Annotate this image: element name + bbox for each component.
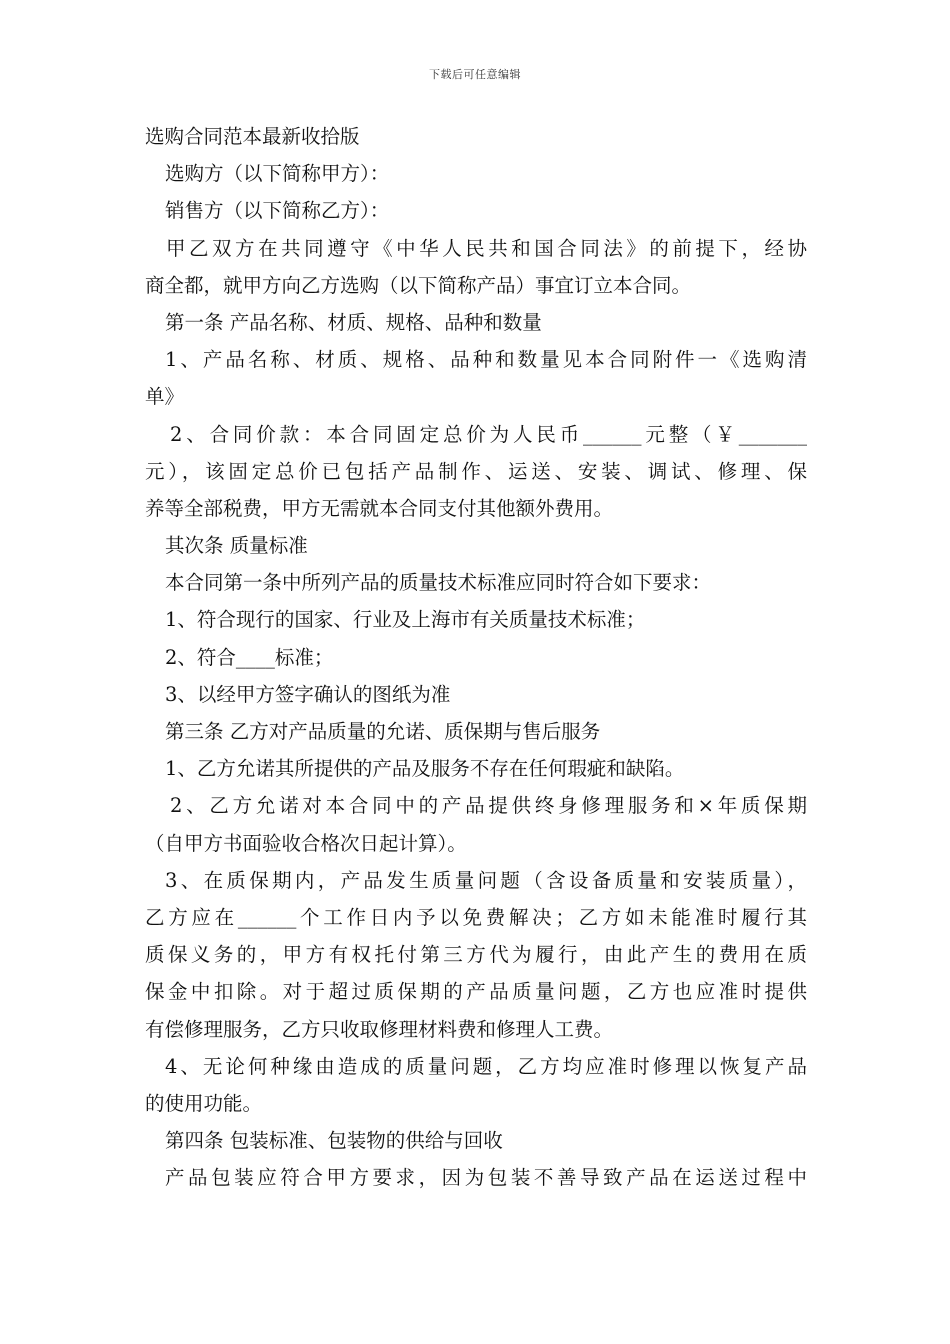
text-line: 单》 (145, 385, 185, 409)
text-line: 第一条 产品名称、材质、规格、品种和数量 (165, 310, 542, 334)
text-line: 3、以经甲方签字确认的图纸为准 (165, 682, 451, 706)
text-line: 2、乙方允诺对本合同中的产品提供终身修理服务和×年质保期 (170, 794, 807, 818)
text-line: 第三条 乙方对产品质量的允诺、质保期与售后服务 (165, 720, 601, 743)
text-line: 保金中扣除。对于超过质保期的产品质量问题，乙方也应准时提供 (145, 980, 807, 1004)
document-body (145, 118, 807, 1196)
text-line: 商全都，就甲方向乙方选购（以下简称产品）事宜订立本合同。 (145, 273, 692, 297)
text-line: 其次条 质量标准 (165, 534, 308, 558)
text-line: 甲乙双方在共同遵守《中华人民共和国合同法》的前提下，经协 (166, 236, 807, 260)
text-line: 本合同第一条中所列产品的质量技术标准应同时符合如下要求： (165, 571, 712, 595)
text-line: 产品包装应符合甲方要求，因为包装不善导致产品在运送过程中 (165, 1166, 807, 1190)
text-line: 1、符合现行的国家、行业及上海市有关质量技术标准； (165, 608, 646, 632)
text-line: 有偿修理服务，乙方只收取修理材料费和修理人工费。 (145, 1017, 614, 1041)
text-line: 质保义务的，甲方有权托付第三方代为履行，由此产生的费用在质 (145, 943, 807, 967)
document-title: 选购合同范本最新收拾版 (145, 125, 360, 148)
text-line: 元），该固定总价已包括产品制作、运送、安装、调试、修理、保 (145, 459, 807, 483)
text-line: 养等全部税费，甲方无需就本合同支付其他额外费用。 (145, 496, 614, 520)
page-header: 下载后可任意编辑 (429, 68, 521, 81)
text-line: 乙方应在______个工作日内予以免费解决；乙方如未能准时履行其 (145, 905, 807, 929)
text-line: 3、在质保期内，产品发生质量问题（含设备质量和安装质量）， (165, 868, 807, 892)
text-line: 4、无论何种缘由造成的质量问题，乙方均应准时修理以恢复产品 (165, 1054, 807, 1078)
text-line: 1、乙方允诺其所提供的产品及服务不存在任何瑕疵和缺陷。 (165, 757, 685, 781)
text-line: 第四条 包装标准、包装物的供给与回收 (165, 1129, 503, 1153)
text-line: 选购方（以下简称甲方）： (165, 162, 390, 186)
text-line: 1、产品名称、材质、规格、品种和数量见本合同附件一《选购清 (165, 348, 807, 372)
text-line: 2、符合____标准； (165, 645, 334, 669)
text-line: 的使用功能。 (145, 1091, 263, 1115)
text-line: 2、合同价款：本合同固定总价为人民币______元整（￥_______ (170, 422, 807, 446)
text-line: （自甲方书面验收合格次日起计算）。 (145, 831, 467, 855)
text-line: 销售方（以下简称乙方）： (165, 199, 390, 223)
